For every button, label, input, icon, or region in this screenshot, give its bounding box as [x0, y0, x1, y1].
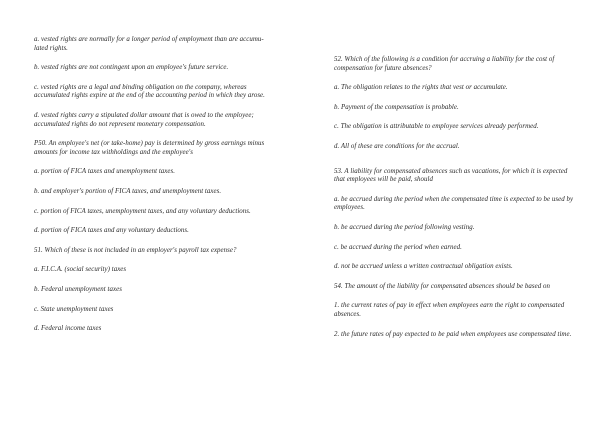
answer-option: 2. the future rates of pay expected to be paid when employees use compensated time.	[334, 330, 572, 338]
answer-option: c. State unemployment taxes	[34, 305, 114, 313]
answer-option: a. The obligation relates to the rights that vest or accumulate.	[334, 84, 508, 92]
right-column	[334, 56, 574, 350]
answer-option: d. vested rights carry a stipulated dollar amount that is owed to the employee; accumulated rights do not represent monetary compensation.	[34, 111, 254, 128]
answer-option: a. F.I.C.A. (social security) taxes	[34, 266, 127, 274]
answer-option: b. Payment of the compensation is probable.	[334, 103, 459, 111]
answer-option: c. be accrued during the period when earned.	[334, 243, 462, 251]
answer-option: d. All of these are conditions for the accrual.	[334, 142, 460, 150]
question-p50: P50. An employee's net (or take-home) pay is determined by gross earnings minus amounts for income tax withholdings and the employee's	[34, 140, 265, 156]
answer-option: b. and employer's portion of FICA taxes, and unemployment taxes.	[34, 187, 222, 195]
answer-option: d. not be accrued unless a written contractual obligation exists.	[334, 263, 513, 271]
question-54: 54. The amount of the liability for compensated absences should be based on	[334, 282, 550, 290]
answer-option: a. be accrued during the period when the compensated time is expected to be used by employees.	[334, 195, 574, 212]
answer-option: b. Federal unemployment taxes	[34, 285, 122, 293]
question-51: 51. Which of these is not included in an employer's payroll tax expense?	[34, 246, 237, 254]
answer-option: d. Federal income taxes	[34, 325, 102, 333]
answer-option: a. portion of FICA taxes and unemployment taxes.	[34, 168, 176, 176]
answer-option: c. The obligation is attributable to employee services already performed.	[334, 123, 539, 131]
answer-option: c. portion of FICA taxes, unemployment taxes, and any voluntary deductions.	[34, 207, 251, 215]
left-column	[34, 36, 274, 345]
answer-option: b. vested rights are not contingent upon an employee's future service.	[34, 64, 229, 72]
question-52: 52. Which of the following is a condition for accruing a liability for the cost of compensation for future absences?	[334, 56, 555, 72]
question-53: 53. A liability for compensated absences such as vacations, for which it is expected that employees will be paid, should	[334, 167, 568, 184]
answer-option: c. vested rights are a legal and binding obligation on the company, whereas accumulated rights expire at the end of the accounting period in which they arose.	[34, 83, 265, 100]
answer-option: 1. the current rates of pay in effect when employees earn the right to compensated absences.	[334, 302, 565, 318]
answer-option: b. be accrued during the period following vesting.	[334, 223, 475, 231]
answer-option: a. vested rights are normally for a longer period of employment than are accumu-lated rights.	[34, 36, 264, 52]
answer-option: d. portion of FICA taxes and any voluntary deductions.	[34, 227, 189, 235]
